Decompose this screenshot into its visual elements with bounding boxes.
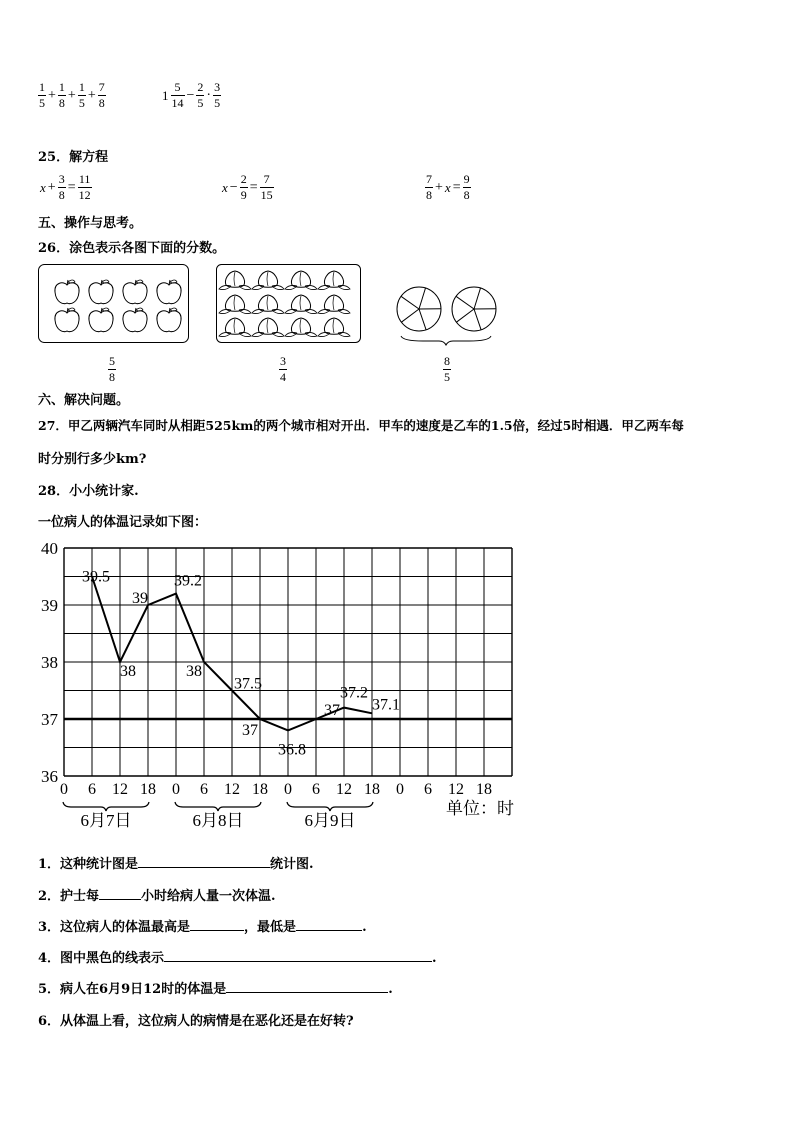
circles-figure	[393, 284, 503, 346]
y-tick-label: 39	[41, 596, 58, 615]
sub-question-3: 3．这位病人的体温最高是 ，最低是 .	[38, 920, 367, 935]
x-tick-label: 12	[112, 781, 128, 798]
peaches-figure	[216, 264, 362, 344]
answer-blank[interactable]	[138, 855, 270, 868]
fraction: $\frac{2}{5}$	[197, 80, 204, 110]
sub-question-6: 6．从体温上看，这位病人的病情是在恶化还是在好转?	[38, 1014, 354, 1029]
x-axis-labels	[60, 781, 492, 798]
pie-divider	[474, 309, 481, 330]
date-label: 6月8日	[192, 811, 244, 830]
peach-icon	[252, 318, 284, 337]
data-label: 38	[120, 663, 136, 680]
date-brace	[287, 802, 373, 811]
peach-icon	[285, 318, 317, 337]
unit-label: 单位：时	[446, 799, 514, 818]
equation-2: x − $\frac{2}{9}$ = $\frac{7}{15}$	[222, 172, 273, 202]
peach-icon-group	[219, 271, 350, 337]
temperature-chart	[30, 538, 530, 834]
chart-intro: 一位病人的体温记录如下图：	[38, 515, 208, 530]
peach-icon	[252, 295, 284, 314]
x-tick-label: 18	[364, 781, 380, 798]
data-label: 37.5	[234, 675, 262, 693]
date-brace	[175, 802, 261, 811]
x-tick-label: 6	[88, 781, 96, 798]
question-27-line-2: 时分别行多少km?	[38, 452, 147, 467]
section-5-heading: 五、操作与思考。	[38, 216, 143, 231]
fraction-label-3: $\frac{8}{5}$	[444, 354, 450, 384]
answer-blank[interactable]	[99, 887, 141, 900]
equation-3: $\frac{7}{8}$ + x = $\frac{9}{8}$	[426, 172, 470, 202]
question-27-line-1: 27．甲乙两辆汽车同时从相距525km的两个城市相对开出．甲车的速度是乙车的1.5倍，经过5时相遇．甲乙两车每	[38, 418, 684, 433]
data-labels	[82, 569, 400, 759]
pie-divider	[474, 288, 481, 309]
sub-question-1: 1．这种统计图是 统计图.	[38, 857, 314, 872]
x-tick-label: 18	[476, 781, 492, 798]
x-tick-label: 12	[448, 781, 464, 798]
calc-expression-1: $\frac{1}{5}$ + $\frac{1}{8}$ + $\frac{1}{5}$ + $\frac{7}{8}$	[39, 80, 105, 110]
fraction-label-2: $\frac{3}{4}$	[280, 354, 286, 384]
date-brace	[63, 802, 149, 811]
fraction: $\frac{3}{5}$	[214, 80, 221, 110]
y-axis-labels	[41, 539, 59, 786]
apple-icon	[89, 308, 113, 332]
brace	[401, 336, 491, 345]
sub-question-5: 5．病人在6月9日12时的体温是 .	[38, 982, 393, 997]
date-braces	[63, 802, 373, 811]
fraction: $\frac{7}{8}$	[98, 80, 105, 110]
peach-icon	[219, 318, 251, 337]
date-label: 6月7日	[80, 811, 132, 830]
apple-icon	[89, 280, 113, 304]
pie-circle	[452, 287, 496, 331]
section-6-heading: 六、解决问题。	[38, 393, 130, 408]
x-tick-label: 0	[284, 781, 292, 798]
x-tick-label: 0	[172, 781, 180, 798]
calc-expression-2: 1 $\frac{5}{14}$ − $\frac{2}{5}$ · $\frac{3}{5}$	[162, 80, 221, 110]
peach-icon	[318, 318, 350, 337]
pie-divider	[419, 288, 426, 309]
y-tick-label: 36	[41, 767, 58, 786]
answer-blank-max[interactable]	[190, 918, 244, 931]
y-tick-label: 40	[41, 539, 58, 558]
answer-blank[interactable]	[226, 980, 388, 993]
x-tick-label: 18	[140, 781, 156, 798]
pie-divider	[456, 296, 474, 309]
apple-icon	[123, 280, 147, 304]
peach-icon	[219, 295, 251, 314]
date-label: 6月9日	[304, 811, 356, 830]
pie-circle	[397, 287, 441, 331]
question-25-title: 25．解方程	[38, 150, 109, 165]
answer-blank-min[interactable]	[296, 918, 362, 931]
fraction: $\frac{1}{5}$	[78, 80, 85, 110]
pie-divider	[401, 309, 419, 322]
data-label: 39.5	[82, 568, 110, 586]
apple-icon	[123, 308, 147, 332]
data-label: 39	[132, 590, 148, 607]
x-tick-label: 6	[200, 781, 208, 798]
data-label: 38	[186, 663, 202, 680]
apple-icon-group	[55, 280, 181, 332]
pie-circle-group	[397, 287, 496, 331]
peach-icon	[252, 271, 284, 290]
peach-icon	[285, 271, 317, 290]
apple-icon	[157, 308, 181, 332]
sub-question-4: 4．图中黑色的线表示 .	[38, 951, 437, 966]
data-label: 37.2	[340, 684, 368, 702]
question-26-title: 26．涂色表示各图下面的分数。	[38, 241, 226, 256]
peach-icon	[318, 271, 350, 290]
x-tick-label: 12	[336, 781, 352, 798]
apple-icon	[55, 308, 79, 332]
data-label: 37	[324, 702, 340, 719]
fraction-label-1: $\frac{5}{8}$	[109, 354, 115, 384]
fraction: $\frac{5}{14}$	[171, 80, 184, 110]
x-tick-label: 12	[224, 781, 240, 798]
x-tick-label: 6	[312, 781, 320, 798]
data-label: 36.8	[278, 741, 306, 759]
sub-question-2: 2．护士每 小时给病人量一次体温.	[38, 889, 276, 904]
y-tick-label: 37	[41, 710, 58, 729]
fraction: $\frac{1}{5}$	[39, 80, 45, 110]
apple-icon	[157, 280, 181, 304]
apple-icon	[55, 280, 79, 304]
date-labels	[81, 811, 356, 830]
x-tick-label: 0	[396, 781, 404, 798]
x-tick-label: 0	[60, 781, 68, 798]
equation-1: x + $\frac{3}{8}$ = $\frac{11}{12}$	[40, 172, 91, 202]
pie-divider	[401, 296, 419, 309]
fraction: $\frac{1}{8}$	[58, 80, 65, 110]
apples-figure	[38, 264, 190, 344]
data-label: 37.1	[372, 696, 400, 714]
pie-divider	[419, 309, 426, 330]
pie-divider	[456, 309, 474, 322]
y-tick-label: 38	[41, 653, 58, 672]
peach-icon	[318, 295, 350, 314]
data-label: 37	[242, 722, 258, 739]
question-28-title: 28．小小统计家.	[38, 484, 139, 499]
data-label: 39.2	[174, 572, 202, 590]
x-tick-label: 6	[424, 781, 432, 798]
answer-blank[interactable]	[164, 949, 432, 962]
x-tick-label: 18	[252, 781, 268, 798]
peach-icon	[219, 271, 251, 290]
peach-icon	[285, 295, 317, 314]
